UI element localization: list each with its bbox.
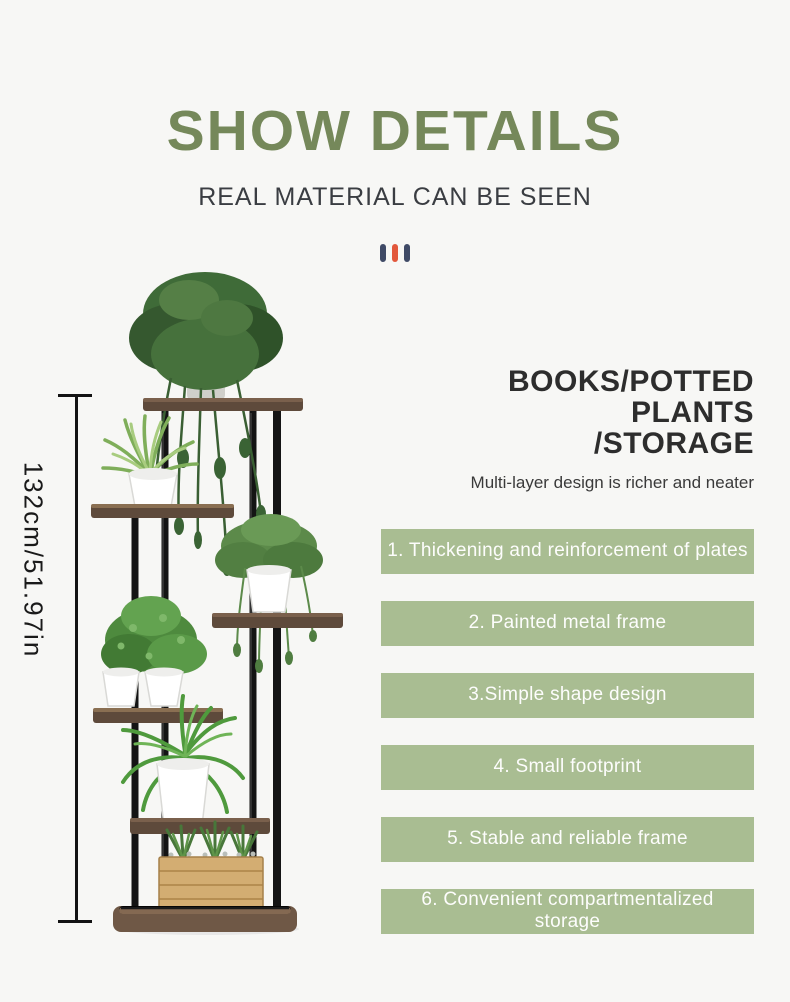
- info-subheading: Multi-layer design is richer and neater: [470, 472, 754, 492]
- feature-bar-3: 3.Simple shape design: [381, 673, 754, 718]
- shelf-tier-5: [130, 818, 270, 834]
- page-title: SHOW DETAILS: [166, 99, 624, 163]
- feature-list: [381, 529, 754, 934]
- shelf-tier-3: [212, 613, 343, 628]
- product-info-panel: [381, 366, 754, 961]
- info-heading-line2: /STORAGE: [593, 427, 754, 461]
- shelf-tier-1: [143, 398, 303, 411]
- tricolor-divider: [0, 244, 790, 262]
- product-image-plant-stand: [85, 268, 347, 936]
- feature-bar-4: 4. Small footprint: [381, 745, 754, 790]
- base-board: [113, 906, 297, 932]
- page-subtitle: REAL MATERIAL CAN BE SEEN: [198, 183, 592, 211]
- feature-bar-1: 1. Thickening and reinforcement of plates: [381, 529, 754, 574]
- plant-bushy: [101, 596, 207, 706]
- divider-bar-icon: [404, 244, 410, 262]
- dimension-label: 132cm/51.97in: [18, 461, 49, 659]
- feature-bar-5: 5. Stable and reliable frame: [381, 817, 754, 862]
- dimension-line: [75, 395, 78, 923]
- divider-bar-icon: [392, 244, 398, 262]
- shelf-tier-2: [91, 504, 234, 518]
- divider-bar-icon: [380, 244, 386, 262]
- info-heading: [381, 366, 754, 460]
- plant-spider: [103, 416, 197, 512]
- plant-trailing-succulent: [215, 514, 323, 673]
- feature-bar-6: 6. Convenient compartmentalized storage: [381, 889, 754, 934]
- info-heading-line1: BOOKS/POTTED PLANTS: [507, 365, 754, 430]
- feature-bar-2: 2. Painted metal frame: [381, 601, 754, 646]
